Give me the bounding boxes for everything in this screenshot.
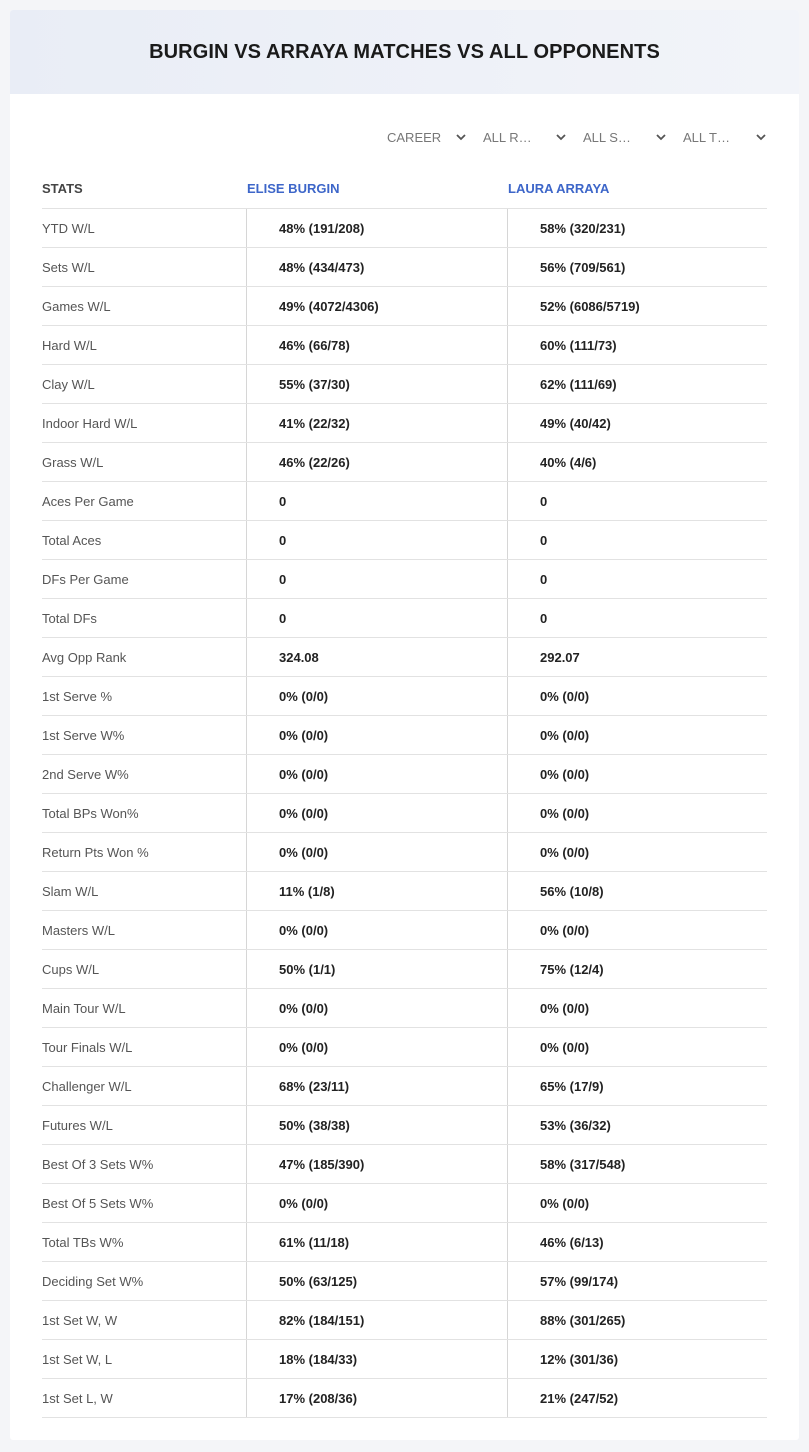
stat-cell: 1st Set L, W bbox=[42, 1390, 113, 1406]
table-row bbox=[42, 1379, 767, 1418]
player1-value: 61% (11/18) bbox=[246, 1223, 507, 1261]
table-row bbox=[42, 1262, 767, 1301]
player1-value: 50% (1/1) bbox=[246, 950, 507, 988]
player1-value: 324.08 bbox=[246, 638, 507, 676]
player2-value: 52% (6086/5719) bbox=[507, 287, 767, 325]
column-header-player2[interactable]: LAURA ARRAYA bbox=[508, 180, 610, 196]
player2-value: 58% (320/231) bbox=[507, 209, 767, 247]
player1-value: 0% (0/0) bbox=[246, 755, 507, 793]
stat-cell: Avg Opp Rank bbox=[42, 649, 127, 665]
table-row bbox=[42, 326, 767, 365]
player1-value: 0 bbox=[246, 560, 507, 598]
stat-cell: Total BPs Won% bbox=[42, 805, 139, 821]
table-row bbox=[42, 794, 767, 833]
filter-tournament-select[interactable] bbox=[683, 126, 767, 148]
stat-cell: 1st Serve % bbox=[42, 688, 113, 704]
column-header-player1[interactable]: ELISE BURGIN bbox=[247, 180, 340, 196]
stat-cell: Total TBs W% bbox=[42, 1234, 124, 1250]
filter-surface-label: ALL S… bbox=[583, 129, 631, 145]
column-header-stats: STATS bbox=[42, 180, 83, 196]
stats-card bbox=[10, 10, 799, 1440]
table-row bbox=[42, 1106, 767, 1145]
stat-cell: 2nd Serve W% bbox=[42, 766, 129, 782]
player1-value: 0% (0/0) bbox=[246, 989, 507, 1027]
table-row bbox=[42, 248, 767, 287]
table-row bbox=[42, 599, 767, 638]
player1-value: 0 bbox=[246, 599, 507, 637]
player2-value: 49% (40/42) bbox=[507, 404, 767, 442]
stat-cell: DFs Per Game bbox=[42, 571, 129, 587]
table-row bbox=[42, 287, 767, 326]
player1-value: 50% (63/125) bbox=[246, 1262, 507, 1300]
stat-cell: Total DFs bbox=[42, 610, 97, 626]
player1-value: 68% (23/11) bbox=[246, 1067, 507, 1105]
stat-cell: Aces Per Game bbox=[42, 493, 134, 509]
player2-value: 0 bbox=[507, 521, 767, 559]
table-row bbox=[42, 404, 767, 443]
table-row bbox=[42, 677, 767, 716]
table-row bbox=[42, 1301, 767, 1340]
player1-value: 82% (184/151) bbox=[246, 1301, 507, 1339]
stat-cell: YTD W/L bbox=[42, 220, 95, 236]
player1-value: 18% (184/33) bbox=[246, 1340, 507, 1378]
player2-value: 65% (17/9) bbox=[507, 1067, 767, 1105]
table-row bbox=[42, 1028, 767, 1067]
player2-value: 0% (0/0) bbox=[507, 833, 767, 871]
chevron-down-icon bbox=[655, 131, 667, 143]
player1-value: 55% (37/30) bbox=[246, 365, 507, 403]
table-row bbox=[42, 521, 767, 560]
table-row bbox=[42, 872, 767, 911]
stat-cell: 1st Set W, W bbox=[42, 1312, 118, 1328]
stat-cell: Grass W/L bbox=[42, 454, 104, 470]
player1-value: 0 bbox=[246, 482, 507, 520]
filter-tournament-label: ALL T… bbox=[683, 129, 730, 145]
player2-value: 56% (709/561) bbox=[507, 248, 767, 286]
player2-value: 0 bbox=[507, 599, 767, 637]
card-header bbox=[10, 10, 799, 94]
filter-surface-select[interactable] bbox=[583, 126, 667, 148]
stat-cell: Return Pts Won % bbox=[42, 844, 149, 860]
player2-value: 62% (111/69) bbox=[507, 365, 767, 403]
player2-value: 0% (0/0) bbox=[507, 677, 767, 715]
stat-cell: Best Of 3 Sets W% bbox=[42, 1156, 154, 1172]
player2-value: 40% (4/6) bbox=[507, 443, 767, 481]
stat-cell: Cups W/L bbox=[42, 961, 100, 977]
table-row bbox=[42, 833, 767, 872]
table-row bbox=[42, 1223, 767, 1262]
table-row bbox=[42, 950, 767, 989]
player1-value: 46% (22/26) bbox=[246, 443, 507, 481]
player2-value: 0% (0/0) bbox=[507, 755, 767, 793]
player2-value: 0% (0/0) bbox=[507, 716, 767, 754]
table-row bbox=[42, 1067, 767, 1106]
player1-value: 48% (191/208) bbox=[246, 209, 507, 247]
stat-cell: Deciding Set W% bbox=[42, 1273, 144, 1289]
player1-value: 0% (0/0) bbox=[246, 716, 507, 754]
player1-value: 17% (208/36) bbox=[246, 1379, 507, 1417]
player2-value: 12% (301/36) bbox=[507, 1340, 767, 1378]
player2-value: 0 bbox=[507, 482, 767, 520]
player2-value: 21% (247/52) bbox=[507, 1379, 767, 1417]
chevron-down-icon bbox=[755, 131, 767, 143]
player2-value: 0% (0/0) bbox=[507, 911, 767, 949]
player1-value: 0 bbox=[246, 521, 507, 559]
player2-value: 46% (6/13) bbox=[507, 1223, 767, 1261]
stat-cell: Best Of 5 Sets W% bbox=[42, 1195, 154, 1211]
player2-value: 58% (317/548) bbox=[507, 1145, 767, 1183]
stat-cell: Masters W/L bbox=[42, 922, 115, 938]
player1-value: 41% (22/32) bbox=[246, 404, 507, 442]
stat-cell: Games W/L bbox=[42, 298, 111, 314]
table-row bbox=[42, 482, 767, 521]
table-row bbox=[42, 1340, 767, 1379]
stat-cell: Hard W/L bbox=[42, 337, 97, 353]
stat-cell: Total Aces bbox=[42, 532, 102, 548]
stat-cell: Main Tour W/L bbox=[42, 1000, 126, 1016]
player1-value: 0% (0/0) bbox=[246, 677, 507, 715]
filter-period-label: CAREER bbox=[387, 129, 442, 145]
table-row bbox=[42, 638, 767, 677]
filter-period-select[interactable] bbox=[387, 126, 467, 148]
stat-cell: Sets W/L bbox=[42, 259, 95, 275]
player2-value: 0% (0/0) bbox=[507, 794, 767, 832]
filter-round-label: ALL R… bbox=[483, 129, 532, 145]
table-row bbox=[42, 209, 767, 248]
table-row bbox=[42, 911, 767, 950]
player2-value: 292.07 bbox=[507, 638, 767, 676]
stat-cell: Slam W/L bbox=[42, 883, 99, 899]
chevron-down-icon bbox=[455, 131, 467, 143]
stats-table bbox=[42, 168, 767, 1418]
player1-value: 0% (0/0) bbox=[246, 911, 507, 949]
table-body bbox=[42, 209, 767, 1418]
table-row bbox=[42, 755, 767, 794]
player2-value: 75% (12/4) bbox=[507, 950, 767, 988]
player1-value: 47% (185/390) bbox=[246, 1145, 507, 1183]
table-row bbox=[42, 365, 767, 404]
chevron-down-icon bbox=[555, 131, 567, 143]
stat-cell: Tour Finals W/L bbox=[42, 1039, 133, 1055]
stat-cell: 1st Set W, L bbox=[42, 1351, 113, 1367]
table-row bbox=[42, 989, 767, 1028]
table-row bbox=[42, 716, 767, 755]
player2-value: 0% (0/0) bbox=[507, 1028, 767, 1066]
table-header bbox=[42, 168, 767, 209]
player2-value: 0% (0/0) bbox=[507, 1184, 767, 1222]
stat-cell: Futures W/L bbox=[42, 1117, 113, 1133]
player2-value: 0% (0/0) bbox=[507, 989, 767, 1027]
player1-value: 46% (66/78) bbox=[246, 326, 507, 364]
table-row bbox=[42, 1145, 767, 1184]
player1-value: 48% (434/473) bbox=[246, 248, 507, 286]
player2-value: 0 bbox=[507, 560, 767, 598]
filter-round-select[interactable] bbox=[483, 126, 567, 148]
table-row bbox=[42, 1184, 767, 1223]
stat-cell: Challenger W/L bbox=[42, 1078, 132, 1094]
stat-cell: Clay W/L bbox=[42, 376, 95, 392]
page-title: BURGIN VS ARRAYA MATCHES VS ALL OPPONENTS bbox=[149, 40, 660, 63]
player1-value: 11% (1/8) bbox=[246, 872, 507, 910]
player1-value: 49% (4072/4306) bbox=[246, 287, 507, 325]
player2-value: 57% (99/174) bbox=[507, 1262, 767, 1300]
player1-value: 0% (0/0) bbox=[246, 833, 507, 871]
player1-value: 0% (0/0) bbox=[246, 1028, 507, 1066]
player2-value: 56% (10/8) bbox=[507, 872, 767, 910]
player2-value: 53% (36/32) bbox=[507, 1106, 767, 1144]
table-row bbox=[42, 443, 767, 482]
player1-value: 0% (0/0) bbox=[246, 1184, 507, 1222]
player1-value: 0% (0/0) bbox=[246, 794, 507, 832]
filter-bar bbox=[387, 126, 767, 148]
stat-cell: Indoor Hard W/L bbox=[42, 415, 138, 431]
player1-value: 50% (38/38) bbox=[246, 1106, 507, 1144]
stat-cell: 1st Serve W% bbox=[42, 727, 125, 743]
player2-value: 88% (301/265) bbox=[507, 1301, 767, 1339]
table-row bbox=[42, 560, 767, 599]
player2-value: 60% (111/73) bbox=[507, 326, 767, 364]
